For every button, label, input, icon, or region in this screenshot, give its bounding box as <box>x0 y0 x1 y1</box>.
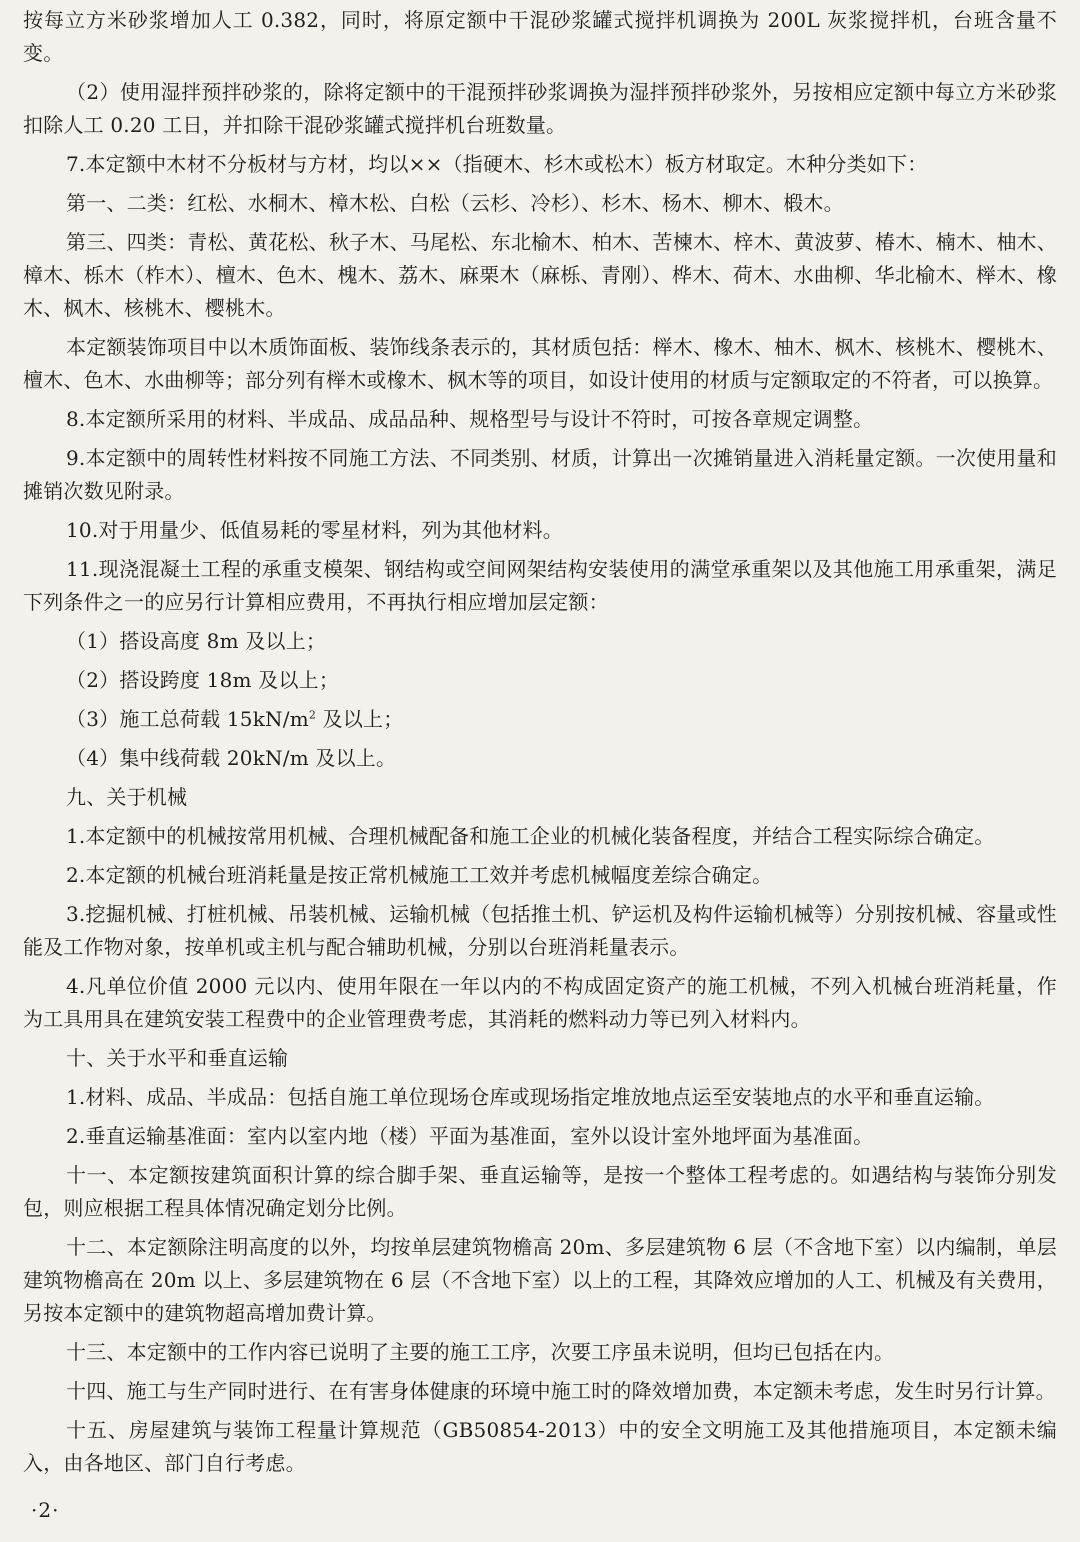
paragraph-machine-shifts: 2.本定额的机械台班消耗量是按正常机械施工工效并考虑机械幅度差综合确定。 <box>66 863 773 887</box>
total-load-text: （3）施工总荷载 15kN/m <box>66 707 309 731</box>
superscript-squared: 2 <box>308 708 317 722</box>
paragraph-machinery-config: 1.本定额中的机械按常用机械、合理机械配备和施工企业的机械化装备程度，并结合工程实际综合确定。 <box>66 824 995 848</box>
paragraph-sundry-materials: 10.对于用量少、低值易耗的零星材料，列为其他材料。 <box>66 518 564 542</box>
list-item-span: （2）搭设跨度 18m 及以上； <box>66 668 340 692</box>
paragraph-decorative-wood: 本定额装饰项目中以木质饰面板、装饰线条表示的，其材质包括：榉木、橡木、柚木、枫木、核桃木、樱桃木、檀木、色木、水曲柳等；部分列有榉木或橡木、枫木等的项目，如设计使用的材质与定额取定的不符者，可以换算。 <box>23 335 1057 392</box>
paragraph-wet-mix-mortar: （2）使用湿拌预拌砂浆的，除将定额中的干混预拌砂浆调换为湿拌预拌砂浆外，另按相应定额中每立方米砂浆扣除人工 0.20 工日，并扣除干混砂浆罐式搅拌机台班数量。 <box>23 80 1057 137</box>
paragraph-section-thirteen: 十三、本定额中的工作内容已说明了主要的施工工序，次要工序虽未说明，但均已包括在内。 <box>66 1340 895 1364</box>
document-body <box>23 4 1057 1486</box>
paragraph-section-fourteen: 十四、施工与生产同时进行、在有害身体健康的环境中施工时的降效增加费，本定额未考虑，发生时另行计算。 <box>66 1379 1056 1403</box>
paragraph-formwork-support: 11.现浇混凝土工程的承重支模架、钢结构或空间网架结构安装使用的满堂承重架以及其他施工用承重架，满足下列条件之一的应另行计算相应费用，不再执行相应增加层定额： <box>23 557 1057 614</box>
list-item-total-load <box>23 703 1057 736</box>
total-load-suffix: 及以上； <box>316 707 404 731</box>
section-heading-transport: 十、关于水平和垂直运输 <box>66 1046 289 1070</box>
paragraph-section-eleven: 十一、本定额按建筑面积计算的综合脚手架、垂直运输等，是按一个整体工程考虑的。如遇结构与装饰分别发包，则应根据工程具体情况确定划分比例。 <box>23 1163 1057 1220</box>
paragraph-vertical-datum: 2.垂直运输基准面：室内以室内地（楼）平面为基准面，室外以设计室外地坪面为基准面。 <box>66 1124 874 1148</box>
paragraph-section-fifteen: 十五、房屋建筑与装饰工程量计算规范（GB50854-2013）中的安全文明施工及其他措施项目，本定额未编入，由各地区、部门自行考虑。 <box>23 1418 1057 1475</box>
list-item-height: （1）搭设高度 8m 及以上； <box>66 629 327 653</box>
list-item-line-load: （4）集中线荷载 20kN/m 及以上。 <box>66 746 397 770</box>
paragraph-turnover-materials: 9.本定额中的周转性材料按不同施工方法、不同类别、材质，计算出一次摊销量进入消耗量定额。一次使用量和摊销次数见附录。 <box>23 446 1057 503</box>
paragraph-machine-types: 3.挖掘机械、打桩机械、吊装机械、运输机械（包括推土机、铲运机及构件运输机械等）分别按机械、容量或性能及工作物对象，按单机或主机与配合辅助机械，分别以台班消耗量表示。 <box>23 902 1057 959</box>
paragraph-wood-class-3-4: 第三、四类：青松、黄花松、秋子木、马尾松、东北榆木、柏木、苦楝木、梓木、黄波萝、椿木、楠木、柚木、樟木、栎木（柞木）、檀木、色木、槐木、荔木、麻栗木（麻栎、青刚）、桦木、荷木、水曲柳、华北榆木、榉木、橡木、枫木、核桃木、樱桃木。 <box>23 230 1057 320</box>
paragraph-material-adjustment: 8.本定额所采用的材料、半成品、成品品种、规格型号与设计不符时，可按各章规定调整。 <box>66 407 874 431</box>
paragraph-timber-classification: 7.本定额中木材不分板材与方材，均以××（指硬木、杉木或松木）板方材取定。木种分类如下： <box>66 152 928 176</box>
paragraph-wood-class-1-2: 第一、二类：红松、水桐木、樟木松、白松（云杉、冷杉）、杉木、杨木、柳木、椴木。 <box>66 191 844 215</box>
paragraph-small-tools: 4.凡单位价值 2000 元以内、使用年限在一年以内的不构成固定资产的施工机械，不列入机械台班消耗量，作为工具用具在建筑安装工程费中的企业管理费考虑，其消耗的燃料动力等已列入材料内。 <box>23 974 1057 1031</box>
section-heading-machinery: 九、关于机械 <box>66 785 188 809</box>
paragraph-material-transport: 1.材料、成品、半成品：包括自施工单位现场仓库或现场指定堆放地点运至安装地点的水平和垂直运输。 <box>66 1085 995 1109</box>
paragraph-mortar-labor-increase: 按每立方米砂浆增加人工 0.382，同时，将原定额中干混砂浆罐式搅拌机调换为 200L 灰浆搅拌机，台班含量不变。 <box>23 8 1057 65</box>
paragraph-section-twelve: 十二、本定额除注明高度的以外，均按单层建筑物檐高 20m、多层建筑物 6 层（不含地下室）以内编制，单层建筑物檐高在 20m 以上、多层建筑物在 6 层（不含地下室）以上的工程，其降效应增加的人工、机械及有关费用，另按本定额中的建筑物超高增加费计算。 <box>23 1235 1057 1325</box>
page-number: ·2· <box>31 1498 60 1522</box>
